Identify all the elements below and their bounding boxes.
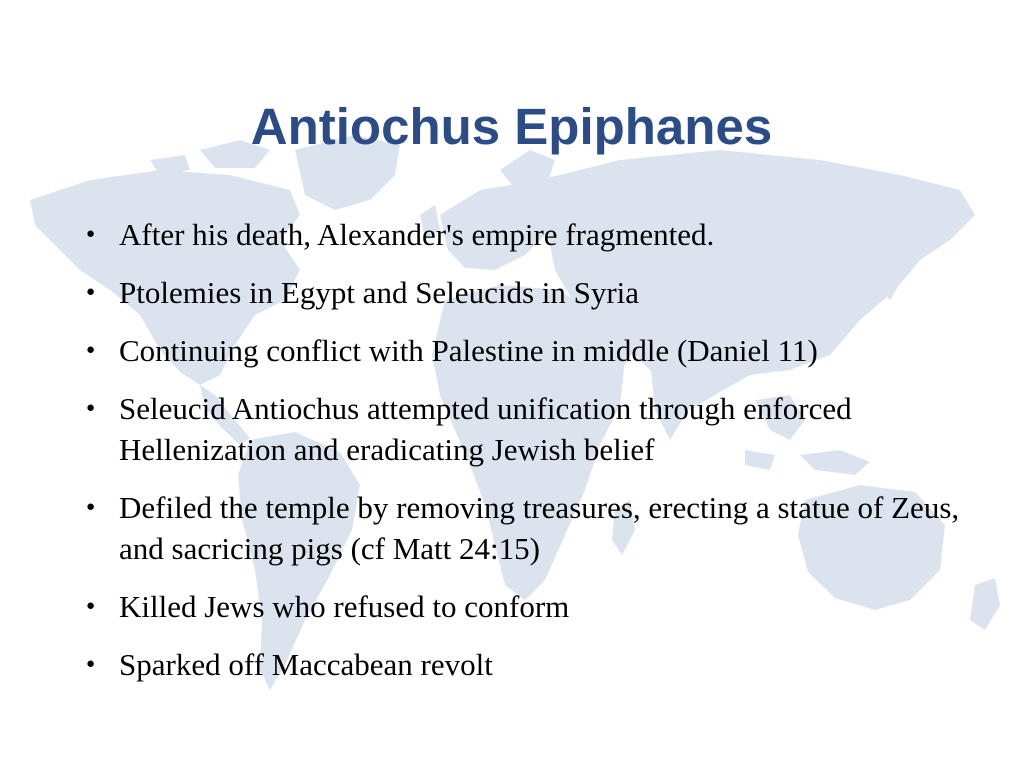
bullet-text: Killed Jews who refused to conform bbox=[119, 589, 570, 624]
list-item bbox=[84, 388, 984, 470]
list-item bbox=[84, 586, 984, 627]
bullet-text: Sparked off Maccabean revolt bbox=[119, 647, 493, 682]
list-item bbox=[84, 487, 984, 569]
bullet-icon: ● bbox=[86, 342, 96, 358]
bullet-icon: ● bbox=[86, 598, 96, 614]
list-item bbox=[84, 330, 984, 371]
list-item bbox=[84, 272, 984, 313]
bullet-icon: ● bbox=[86, 400, 96, 416]
bullet-list bbox=[84, 214, 984, 702]
bullet-text: Defiled the temple by removing treasures, erecting a statue of Zeus, and sacricing pigs (cf Matt 24:15) bbox=[119, 490, 960, 566]
list-item bbox=[84, 214, 984, 255]
bullet-text: Seleucid Antiochus attempted unification through enforced Hellenization and eradicating Jewish belief bbox=[119, 391, 852, 467]
bullet-text: After his death, Alexander's empire fragmented. bbox=[119, 217, 715, 252]
bullet-text: Continuing conflict with Palestine in middle (Daniel 11) bbox=[119, 333, 818, 368]
bullet-icon: ● bbox=[86, 284, 96, 300]
bullet-text: Ptolemies in Egypt and Seleucids in Syria bbox=[119, 275, 640, 310]
bullet-icon: ● bbox=[86, 499, 96, 515]
list-item bbox=[84, 644, 984, 685]
bullet-icon: ● bbox=[86, 656, 96, 672]
slide-title: Antiochus Epiphanes bbox=[250, 98, 773, 155]
bullet-icon: ● bbox=[86, 226, 96, 242]
